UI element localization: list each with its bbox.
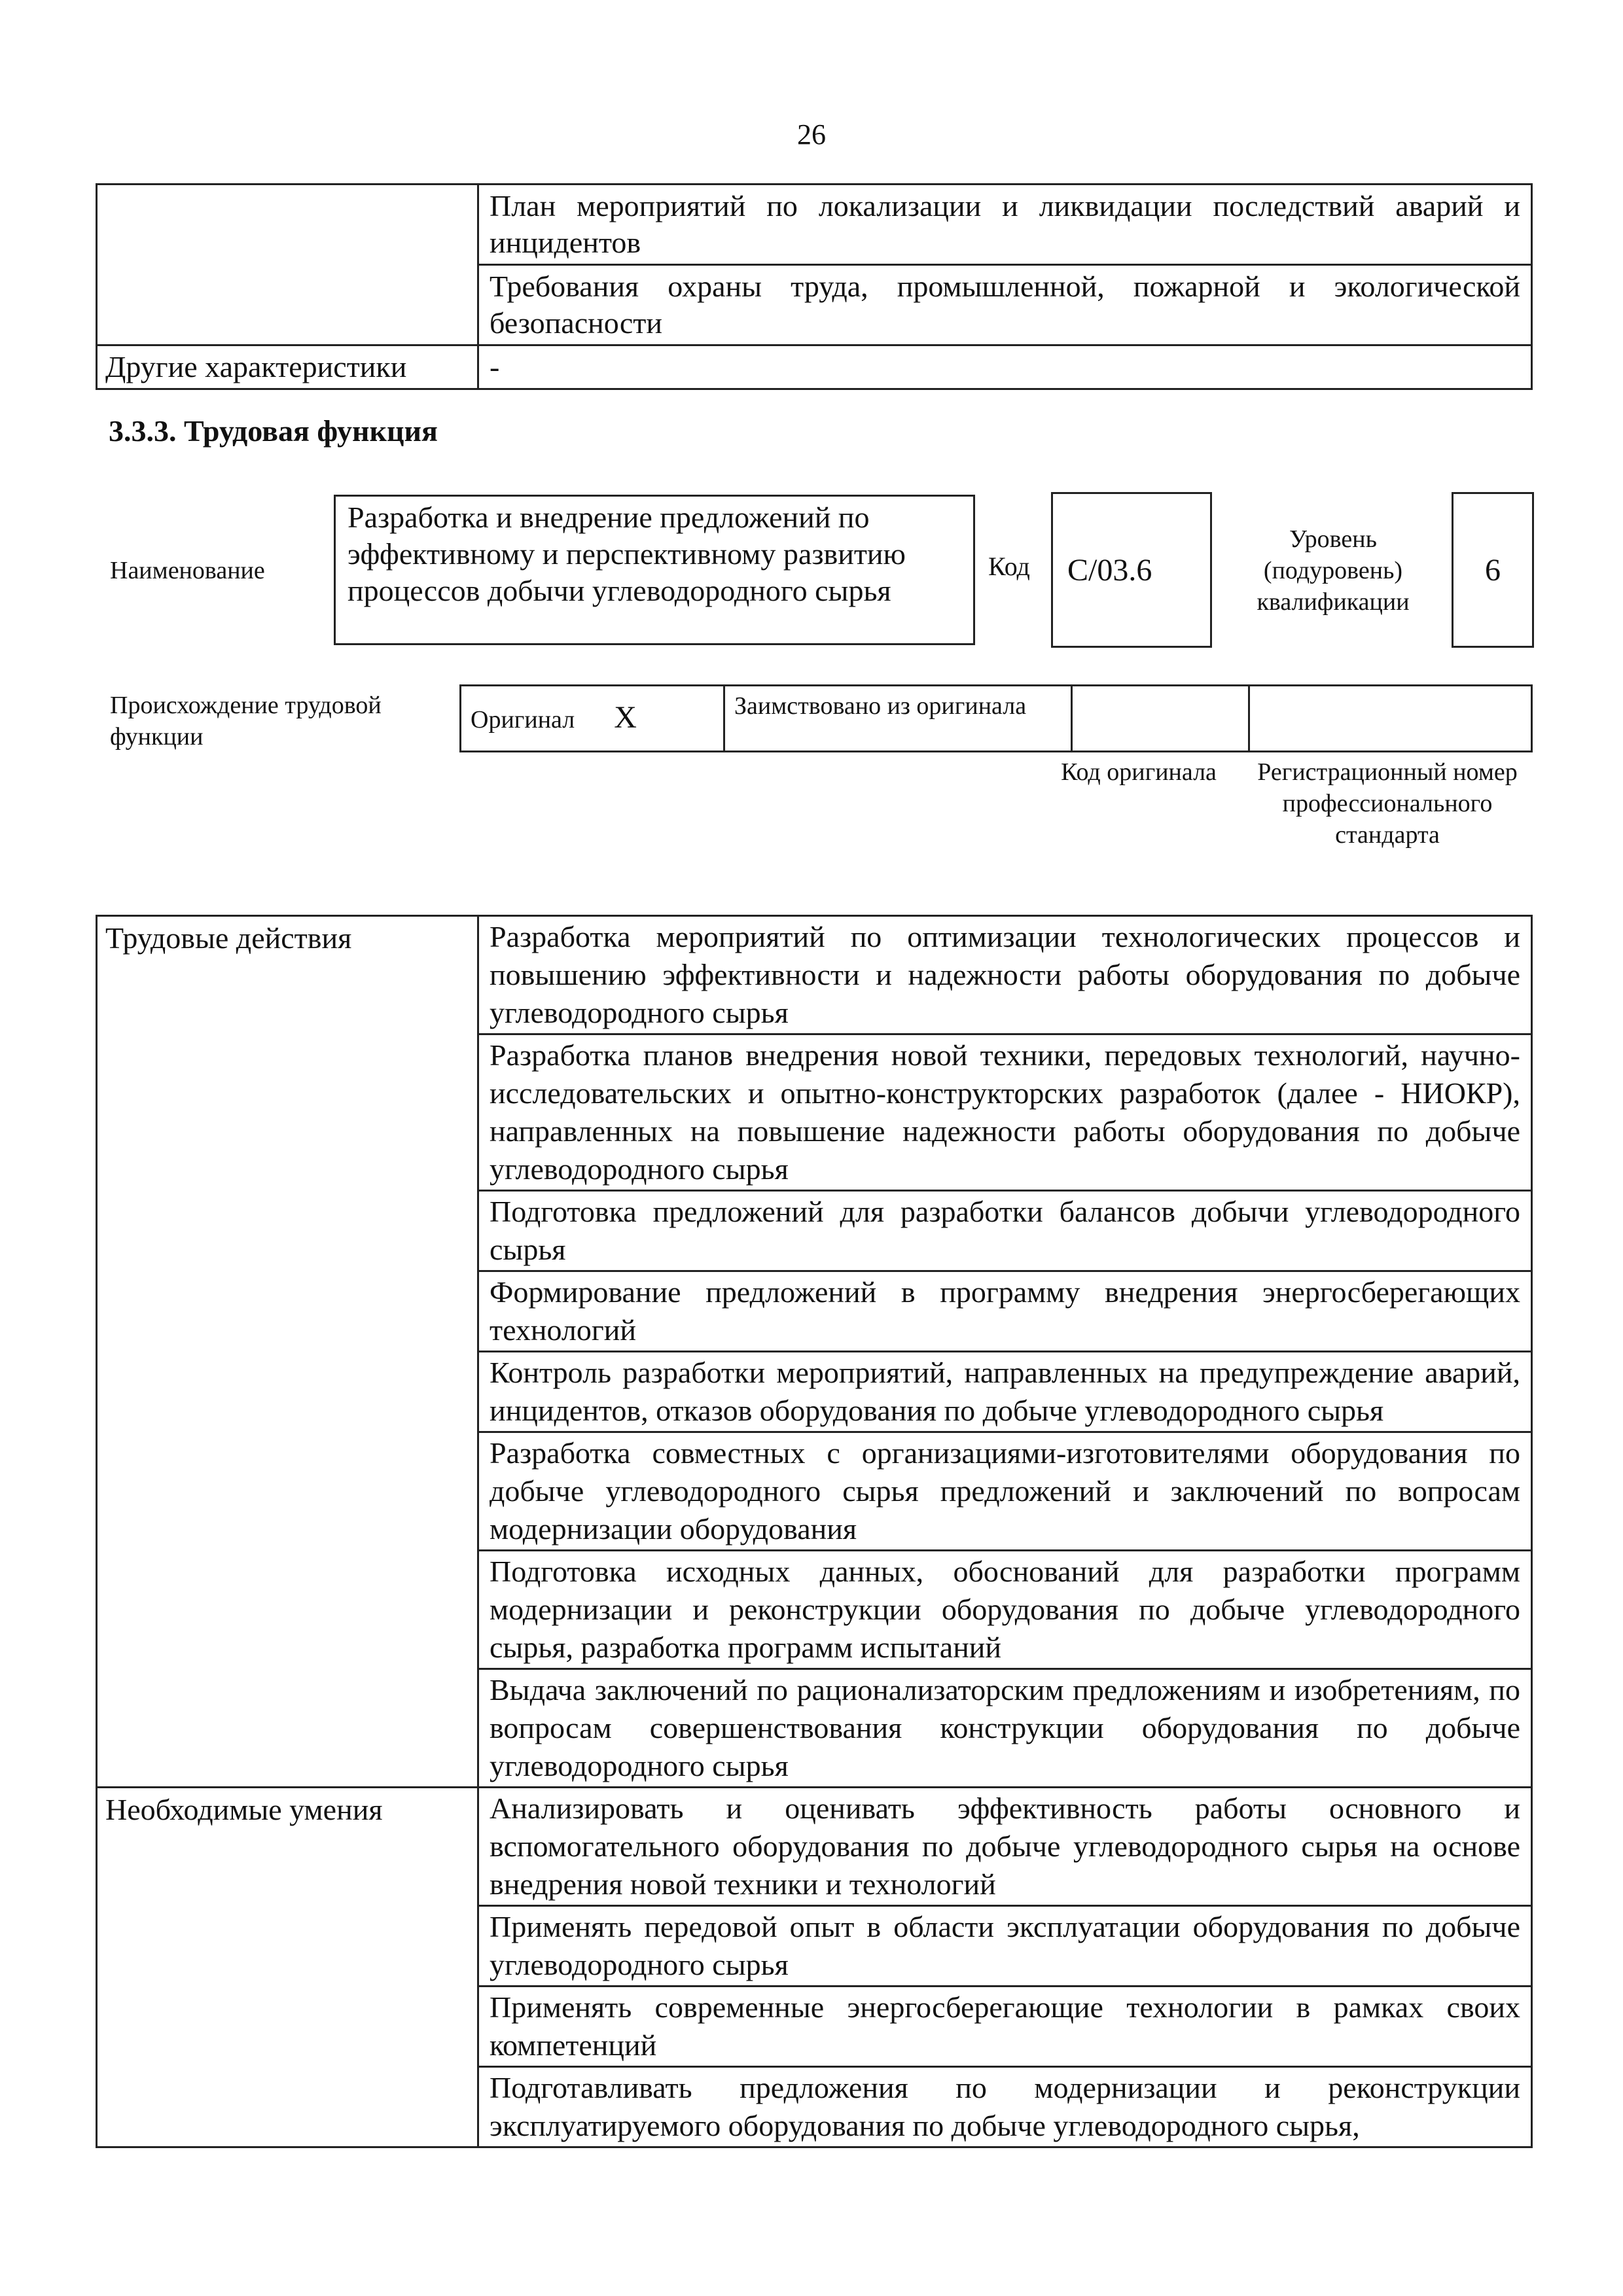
registration-caption: Регистрационный номер профессионального стандарта — [1257, 758, 1518, 849]
code-label: Код — [988, 552, 1030, 581]
table-row — [97, 345, 1532, 389]
other-characteristics-value: - — [478, 345, 1532, 389]
level-label: Уровень (подуровень) квалификации — [1257, 525, 1410, 616]
labor-action-item: Разработка планов внедрения новой техники, передовых технологий, научно-исследовательских и опытно-конструкторских разработок (далее - НИОКР), направленных на повышение надежности работы оборудования по добыче углеводородного сырья — [478, 1034, 1532, 1191]
original-code-cell — [1072, 686, 1249, 752]
code-caption: Код оригинала — [1061, 758, 1217, 786]
original-mark: X — [614, 699, 637, 735]
table-row — [461, 686, 1532, 752]
labor-action-item: Выдача заключений по рационализаторским предложениям и изобретениям, по вопросам совершенствования конструкции оборудования по добыче углеводородного сырья — [478, 1669, 1532, 1788]
code-value-box: C/03.6 — [1051, 492, 1212, 648]
section-title: 3.3.3. Трудовая функция — [109, 414, 438, 448]
page-number: 26 — [797, 118, 826, 150]
table-cell: План мероприятий по локализации и ликвидации последствий аварий и инцидентов — [478, 185, 1532, 265]
labor-action-item: Контроль разработки мероприятий, направленных на предупреждение аварий, инцидентов, отказов оборудования по добыче углеводородного сырья — [478, 1352, 1532, 1432]
original-cell — [461, 686, 724, 752]
required-skills-label: Необходимые умения — [97, 1788, 478, 2147]
origin-table — [459, 684, 1533, 752]
registration-number-cell — [1249, 686, 1532, 752]
labor-function-table — [96, 915, 1533, 2148]
empty-label-cell — [97, 185, 478, 345]
skill-item: Подготавливать предложения по модернизации и реконструкции эксплуатируемого оборудования по добыче углеводородного сырья, — [478, 2067, 1532, 2147]
skill-item: Анализировать и оценивать эффективность работы основного и вспомогательного оборудования по добыче углеводородного сырья на основе внедрения новой техники и технологий — [478, 1788, 1532, 1906]
borrowed-cell: Заимствовано из оригинала — [724, 686, 1072, 752]
table-row — [97, 1788, 1532, 1906]
origin-label: Происхождение трудовой функции — [110, 692, 382, 751]
top-continuation-table — [96, 183, 1533, 390]
other-characteristics-label: Другие характеристики — [97, 345, 478, 389]
skill-item: Применять современные энергосберегающие технологии в рамках своих компетенций — [478, 1987, 1532, 2067]
table-row — [97, 916, 1532, 1034]
labor-action-item: Разработка совместных с организациями-изготовителями оборудования по добыче углеводородного сырья предложений и заключений по вопросам модернизации оборудования — [478, 1432, 1532, 1551]
name-label: Наименование — [110, 557, 265, 584]
skill-item: Применять передовой опыт в области эксплуатации оборудования по добыче углеводородного сырья — [478, 1906, 1532, 1987]
labor-actions-label: Трудовые действия — [97, 916, 478, 1788]
original-label: Оригинал — [471, 705, 575, 733]
level-value-box: 6 — [1452, 492, 1534, 648]
function-name-box: Разработка и внедрение предложений по эффективному и перспективному развитию процессов добычи углеводородного сырья — [334, 495, 975, 645]
labor-action-item: Формирование предложений в программу внедрения энергосберегающих технологий — [478, 1271, 1532, 1352]
table-row — [97, 185, 1532, 265]
labor-action-item: Разработка мероприятий по оптимизации технологических процессов и повышению эффективности и надежности работы оборудования по добыче углеводородного сырья — [478, 916, 1532, 1034]
labor-action-item: Подготовка предложений для разработки балансов добычи углеводородного сырья — [478, 1191, 1532, 1271]
table-cell: Требования охраны труда, промышленной, пожарной и экологической безопасности — [478, 265, 1532, 345]
labor-action-item: Подготовка исходных данных, обоснований для разработки программ модернизации и реконструкции оборудования по добыче углеводородного сырья, разработка программ испытаний — [478, 1551, 1532, 1669]
